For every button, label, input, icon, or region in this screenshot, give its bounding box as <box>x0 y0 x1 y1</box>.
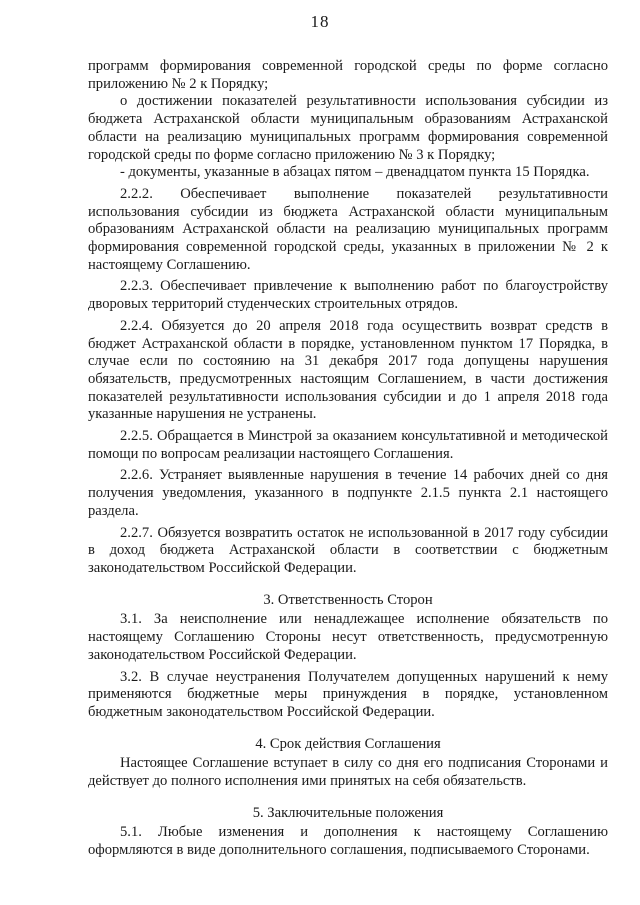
document-body <box>88 58 608 860</box>
paragraph-list-item-documents: - документы, указанные в абзацах пятом – двенадцатом пункта 15 Порядка. <box>120 164 590 181</box>
page-number: 18 <box>310 12 330 31</box>
section-3-heading: 3. Ответственность Сторон <box>263 591 433 608</box>
paragraph-3-1: 3.1. За неисполнение или ненадлежащее исполнение обязательств по настоящему Соглашению Стороны несут ответственность, предусмотренную законодательством Российской Федерации. <box>88 611 608 663</box>
section-4-heading: 4. Срок действия Соглашения <box>255 735 441 752</box>
paragraph-2-2-6: 2.2.6. Устраняет выявленные нарушения в течение 14 рабочих дней со дня получения уведомления, указанного в подпункте 2.1.5 пункта 2.1 настоящего раздела. <box>88 467 608 519</box>
paragraph-2-2-5: 2.2.5. Обращается в Минстрой за оказанием консультативной и методической помощи по вопросам реализации настоящего Соглашения. <box>88 428 608 462</box>
paragraph-list-item-form2: программ формирования современной городской среды по форме согласно приложению № 2 к Порядку; <box>88 58 608 92</box>
section-5-heading: 5. Заключительные положения <box>252 804 444 821</box>
paragraph-2-2-7: 2.2.7. Обязуется возвратить остаток не использованной в 2017 году субсидии в доход бюджета Астраханской области в соответствии с бюджетным законодательством Российской Федерации. <box>88 524 608 576</box>
paragraph-2-2-3: 2.2.3. Обеспечивает привлечение к выполнению работ по благоустройству дворовых территорий студенческих строительных отрядов. <box>88 278 608 313</box>
paragraph-2-2-4: 2.2.4. Обязуется до 20 апреля 2018 года осуществить возврат средств в бюджет Астраханской области в порядке, установленном пунктом 17 Порядка, в случае если по состоянию на 31 декабря 2017 года допущены нарушения обязательств, предусмотренных настоящим Соглашением, в части достижения показателей результативности использования субсидии и до 1 апреля 2018 года указанные нарушения не устранены. <box>88 317 608 423</box>
paragraph-3-2: 3.2. В случае неустранения Получателем допущенных нарушений к нему применяются бюджетные меры принуждения в порядке, установленном бюджетным законодательством Российской Федерации. <box>88 668 608 720</box>
paragraph-4-body: Настоящее Соглашение вступает в силу со дня его подписания Сторонами и действует до полного исполнения ими принятых на себя обязательств. <box>88 755 608 790</box>
paragraph-5-1: 5.1. Любые изменения и дополнения к настоящему Соглашению оформляются в виде дополнительного соглашения, подписываемого Сторонами. <box>88 824 608 859</box>
paragraph-list-item-form3: о достижении показателей результативности использования субсидии из бюджета Астраханской области муниципальным образованиям Астраханской области на реализацию муниципальных программ формирования современной городской среды по форме согласно приложению № 3 к Порядку; <box>88 93 608 163</box>
paragraph-2-2-2: 2.2.2. Обеспечивает выполнение показателей результативности использования субсидии из бюджета Астраханской области муниципальным образованиям Астраханской области на реализацию муниципальных программ формирования современной городской среды, указанных в приложении № 2 к настоящему Соглашению. <box>88 185 608 273</box>
